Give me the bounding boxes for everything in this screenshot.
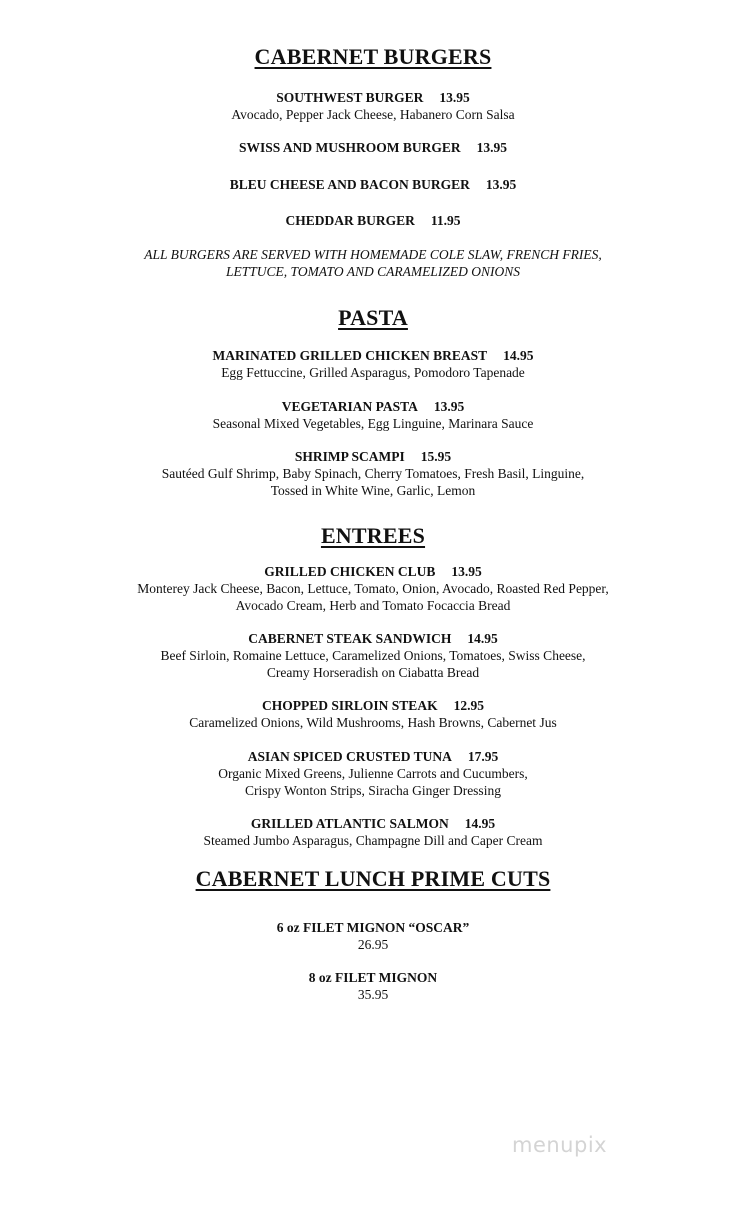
item-price: 17.95 xyxy=(467,749,499,764)
item-name: SWISS AND MUSHROOM BURGER xyxy=(238,140,461,155)
item-description: Crispy Wonton Strips, Siracha Ginger Dressing xyxy=(245,783,501,798)
burgers-note-line-2: LETTUCE, TOMATO AND CARAMELIZED ONIONS xyxy=(226,264,520,279)
item-name: BLEU CHEESE AND BACON BURGER xyxy=(229,177,470,192)
menu-item-chopped-sirloin-steak xyxy=(0,697,746,714)
item-price-filet-mignon: 35.95 xyxy=(357,987,389,1002)
item-description: Caramelized Onions, Wild Mushrooms, Hash Browns, Cabernet Jus xyxy=(189,715,557,730)
item-price: 13.95 xyxy=(433,399,465,414)
menu-item-bleu-cheese-bacon-burger xyxy=(0,176,746,193)
item-name: ASIAN SPICED CRUSTED TUNA xyxy=(247,749,452,764)
item-description: Steamed Jumbo Asparagus, Champagne Dill and Caper Cream xyxy=(203,833,543,848)
menu-item-filet-mignon xyxy=(0,969,746,986)
item-name: VEGETARIAN PASTA xyxy=(281,399,418,414)
menu-item-grilled-atlantic-salmon xyxy=(0,815,746,832)
watermark-logo: menupix xyxy=(512,1133,608,1157)
menu-item-swiss-mushroom-burger xyxy=(0,139,746,156)
item-name: CHEDDAR BURGER xyxy=(285,213,415,228)
item-price: 13.95 xyxy=(476,140,508,155)
item-description: Creamy Horseradish on Ciabatta Bread xyxy=(266,665,480,680)
burgers-note-line-1: ALL BURGERS ARE SERVED WITH HOMEMADE COLE SLAW, FRENCH FRIES, xyxy=(144,247,602,262)
item-name: CHOPPED SIRLOIN STEAK xyxy=(262,698,438,713)
menu-item-asian-spiced-crusted-tuna xyxy=(0,748,746,765)
item-price: 13.95 xyxy=(451,564,482,579)
item-name: SHRIMP SCAMPI xyxy=(294,449,405,464)
item-name: CABERNET STEAK SANDWICH xyxy=(248,631,452,646)
item-price: 13.95 xyxy=(485,177,517,192)
item-name: 8 oz FILET MIGNON xyxy=(308,970,438,985)
section-title-burgers: CABERNET BURGERS xyxy=(254,44,492,69)
item-price: 11.95 xyxy=(430,213,461,228)
menu-item-vegetarian-pasta xyxy=(0,398,746,415)
item-name: SOUTHWEST BURGER xyxy=(276,90,424,105)
section-title-prime-cuts: CABERNET LUNCH PRIME CUTS xyxy=(195,866,551,891)
item-name: MARINATED GRILLED CHICKEN BREAST xyxy=(212,348,488,363)
item-name: 6 oz FILET MIGNON “OSCAR” xyxy=(276,920,470,935)
item-description: Beef Sirloin, Romaine Lettuce, Caramelized Onions, Tomatoes, Swiss Cheese, xyxy=(160,648,586,663)
menu-item-southwest-burger xyxy=(0,89,746,106)
item-description: Seasonal Mixed Vegetables, Egg Linguine, Marinara Sauce xyxy=(212,416,534,431)
menu-item-cabernet-steak-sandwich xyxy=(0,630,746,647)
item-description: Avocado, Pepper Jack Cheese, Habanero Corn Salsa xyxy=(231,107,515,122)
section-title-pasta: PASTA xyxy=(338,305,408,330)
menu-item-shrimp-scampi xyxy=(0,448,746,465)
item-description: Tossed in White Wine, Garlic, Lemon xyxy=(270,483,476,498)
menu-item-cheddar-burger xyxy=(0,212,746,229)
item-description: Egg Fettuccine, Grilled Asparagus, Pomodoro Tapenade xyxy=(221,365,525,380)
item-description: Monterey Jack Cheese, Bacon, Lettuce, Tomato, Onion, Avocado, Roasted Red Pepper, xyxy=(137,581,609,596)
item-price: 15.95 xyxy=(420,449,452,464)
item-price: 12.95 xyxy=(453,698,484,713)
item-price: 14.95 xyxy=(464,816,496,831)
item-description: Organic Mixed Greens, Julienne Carrots and Cucumbers, xyxy=(218,766,528,781)
item-description: Sautéed Gulf Shrimp, Baby Spinach, Cherry Tomatoes, Fresh Basil, Linguine, xyxy=(161,466,585,481)
menu-item-filet-mignon-oscar xyxy=(0,919,746,936)
item-price-filet-mignon-oscar: 26.95 xyxy=(357,937,389,952)
item-name: GRILLED CHICKEN CLUB xyxy=(264,564,436,579)
item-name: GRILLED ATLANTIC SALMON xyxy=(250,816,449,831)
menu-item-grilled-chicken-club xyxy=(0,563,746,580)
item-price: 13.95 xyxy=(439,90,470,105)
menu-item-grilled-chicken-breast xyxy=(0,347,746,364)
item-price: 14.95 xyxy=(503,348,534,363)
item-description: Avocado Cream, Herb and Tomato Focaccia Bread xyxy=(235,598,511,613)
item-price: 14.95 xyxy=(467,631,498,646)
section-title-entrees: ENTREES xyxy=(320,523,426,548)
